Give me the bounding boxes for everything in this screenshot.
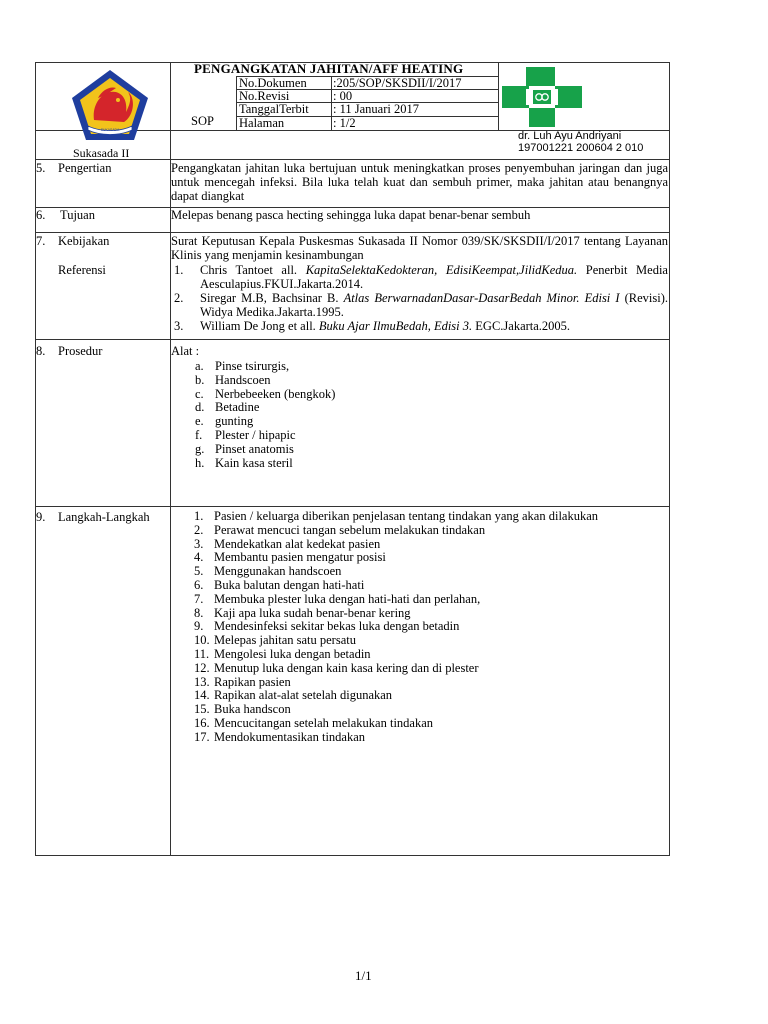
meta-label-dokumen: No.Dokumen — [239, 76, 307, 90]
section-label-pengertian: Pengertian — [58, 161, 112, 175]
list-item: 9. Mendesinfeksi sekitar bekas luka dengan betadin — [194, 619, 460, 634]
section-num: 7. — [36, 234, 46, 248]
meta-value-revisi: : 00 — [333, 89, 353, 103]
section-num: 8. — [36, 344, 46, 358]
logo-ribbon-text: SUKASADA — [100, 128, 120, 133]
section-num: 5. — [36, 161, 46, 175]
list-item: 14. Rapikan alat-alat setelah digunakan — [194, 688, 393, 703]
doc-title: PENGANGKATAN JAHITAN/AFF HEATING — [194, 61, 464, 76]
list-item: d. Betadine — [195, 400, 260, 415]
list-item: 4. Membantu pasien mengatur posisi — [194, 550, 386, 565]
section-label-tujuan: Tujuan — [60, 208, 95, 222]
section-label-kebijakan: Kebijakan — [58, 234, 110, 248]
list-item: f. Plester / hipapic — [195, 427, 296, 442]
list-item: 6. Buka balutan dengan hati-hati — [194, 577, 365, 592]
meta-value-halaman: : 1/2 — [333, 116, 356, 130]
list-item: g. Pinset anatomis — [195, 441, 294, 456]
list-item: 2. Perawat mencuci tangan sebelum melakukan tindakan — [194, 522, 486, 537]
sop-label: SOP — [191, 114, 214, 128]
list-item: 15. Buka handscon — [194, 702, 291, 717]
section-num: 6. — [36, 208, 46, 222]
list-item: 8. Kaji apa luka sudah benar-benar kering — [194, 605, 411, 620]
list-item: 13. Rapikan pasien — [194, 674, 291, 689]
list-item: c. Nerbebeeken (bengkok) — [195, 386, 336, 401]
list-item: a. Pinse tsirurgis, — [195, 359, 290, 373]
list-item: 3. Mendekatkan alat kedekat pasien — [194, 536, 381, 551]
langkah-list — [194, 510, 664, 745]
section-label-prosedur: Prosedur — [58, 344, 103, 358]
meta-label-revisi: No.Revisi — [239, 89, 290, 103]
meta-label-halaman: Halaman — [239, 116, 285, 130]
list-item: 2. Siregar M.B, Bachsinar B. Atlas BerwarnadanDasar-DasarBedah Minor. Edisi I (Revisi). Widya Medika.Jakarta.1995. — [174, 291, 669, 319]
pengertian-text: Pengangkatan jahitan luka bertujuan untuk meningkatkan proses penyembuhan jaringan dan juga untuk mencegah infeksi. Bila luka telah kuat dan sembuh primer, maka jahitan atau benangnya dapat diangkat — [171, 161, 668, 203]
prosedur-intro: Alat : — [171, 344, 200, 358]
section-label-referensi: Referensi — [58, 263, 106, 277]
list-item: 7. Membuka plester luka dengan hati-hati dan perlahan, — [194, 591, 481, 606]
list-item: e. gunting — [195, 414, 254, 429]
list-item: 10. Melepas jahitan satu persatu — [194, 633, 356, 648]
referensi-list — [174, 263, 668, 333]
kebijakan-text: Surat Keputusan Kepala Puskesmas Sukasada II Nomor 039/SK/SKSDII/I/2017 tentang Layanan Klinis yang menjamin kesinambungan — [171, 234, 668, 262]
list-item: 16. Mencucitangan setelah melakukan tindakan — [194, 715, 434, 730]
list-item: 3. William De Jong et all. Buku Ajar IlmuBedah, Edisi 3. EGC.Jakarta.2005. — [174, 319, 571, 333]
meta-value-terbit: : 11 Januari 2017 — [333, 102, 419, 116]
section-num: 9. — [36, 510, 46, 524]
alat-list — [195, 360, 495, 470]
list-item: b. Handscoen — [195, 372, 271, 387]
meta-value-dokumen: :205/SOP/SKSDII/I/2017 — [333, 76, 462, 90]
signer-nip: 197001221 200604 2 010 — [518, 142, 644, 154]
section-label-langkah: Langkah-Langkah — [58, 510, 150, 524]
list-item: h. Kain kasa steril — [195, 455, 293, 470]
list-item: 11. Mengolesi luka dengan betadin — [194, 646, 371, 661]
signer-name: dr. Luh Ayu Andriyani — [518, 130, 622, 142]
meta-label-terbit: TanggalTerbit — [239, 102, 309, 116]
logo-caption: Sukasada II — [73, 146, 130, 160]
list-item: 1. Pasien / keluarga diberikan penjelasan tentang tindakan yang akan dilakukan — [194, 509, 599, 523]
list-item: 17. Mendokumentasikan tindakan — [194, 729, 366, 744]
puskesmas-logo — [70, 68, 150, 146]
list-item: 1. Chris Tantoet all. KapitaSelektaKedokteran, EdisiKeempat,JilidKedua. Penerbit Media Aesculapius.FKUI.Jakarta.2014. — [174, 263, 668, 291]
health-cross-icon — [500, 64, 584, 130]
list-item: 12. Menutup luka dengan kain kasa kering dan di plester — [194, 660, 479, 675]
tujuan-text: Melepas benang pasca hecting sehingga luka dapat benar-benar sembuh — [171, 208, 531, 222]
list-item: 5. Menggunakan handscoen — [194, 564, 342, 579]
page-number: 1/1 — [355, 968, 372, 983]
